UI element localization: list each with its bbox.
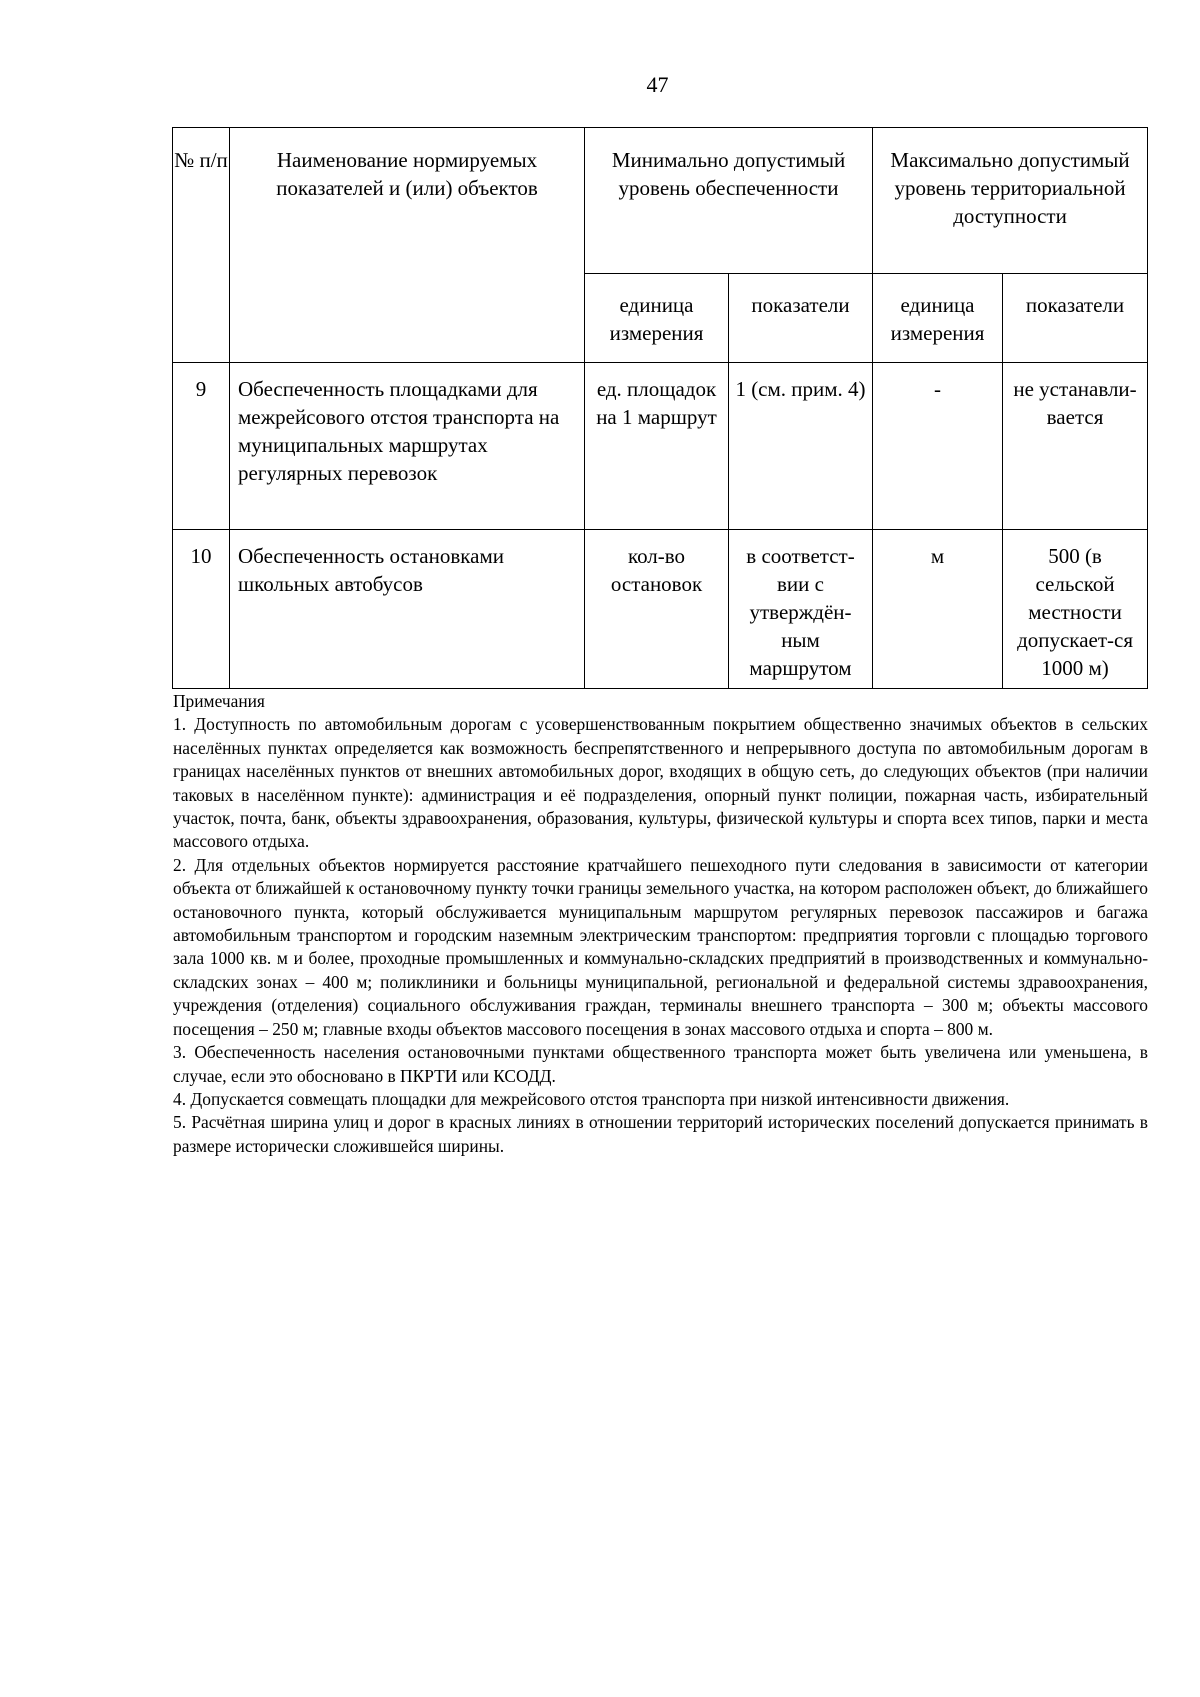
subheader-max-indicators: показатели — [1003, 274, 1148, 363]
note-item: 1. Доступность по автомобильным дорогам с усовершенствованным покрытием общественно значимых объектов в сельских населённых пунктах определяется как возможность беспрепятственного и непрерывного доступа по автомобильным дорогам в границах населённых пунктов от внешних автомобильных дорог, входящих в общую сеть, до следующих объектов (при наличии таковых в населённом пункте): администрация и её подразделения, опорный пункт полиции, пожарная часть, избирательный участок, почта, банк, объекты здравоохранения, образования, культуры, физической культуры и спорта всех типов, парки и места массового отдыха. — [173, 714, 1148, 852]
header-min-level: Минимально допустимый уровень обеспеченности — [585, 128, 873, 274]
notes-section — [173, 690, 1148, 1158]
subheader-max-unit: единица измерения — [873, 274, 1003, 363]
row-min-unit: ед. площадок на 1 маршрут — [585, 363, 729, 530]
subheader-min-indicators: показатели — [729, 274, 873, 363]
row-max-unit: м — [873, 530, 1003, 689]
header-num: № п/п — [173, 128, 230, 363]
row-min-unit: кол-во остановок — [585, 530, 729, 689]
row-min-value: в соответст-вии с утверждён-ным маршрутом — [729, 530, 873, 689]
row-min-value: 1 (см. прим. 4) — [729, 363, 873, 530]
subheader-min-unit: единица измерения — [585, 274, 729, 363]
table-row — [173, 363, 1148, 530]
row-num: 9 — [173, 363, 230, 530]
table-header-row — [173, 128, 1148, 274]
table-row — [173, 530, 1148, 689]
note-item: 5. Расчётная ширина улиц и дорог в красных линиях в отношении территорий исторических поселений допускается принимать в размере исторически сложившейся ширины. — [173, 1112, 1148, 1156]
header-name: Наименование нормируемых показателей и (или) объектов — [230, 128, 585, 363]
row-name: Обеспеченность остановками школьных автобусов — [230, 530, 585, 689]
row-max-value: не устанавли-вается — [1003, 363, 1148, 530]
header-max-level: Максимально допустимый уровень территориальной доступности — [873, 128, 1148, 274]
row-max-value: 500 (в сельской местности допускает-ся 1000 м) — [1003, 530, 1148, 689]
note-item: 2. Для отдельных объектов нормируется расстояние кратчайшего пешеходного пути следования в зависимости от категории объекта от ближайшей к остановочному пункту точки границы земельного участка, на котором расположен объект, до ближайшего остановочного пункта, который обслуживается муниципальным маршрутом регулярных перевозок пассажиров и багажа автомобильным транспортом и городским наземным электрическим транспортом: предприятия торговли с площадью торгового зала 1000 кв. м и более, проходные промышленных и коммунально-складских предприятий в производственных и коммунально-складских зонах – 400 м; поликлиники и больницы муниципальной, региональной и федеральной системы здравоохранения, учреждения (отделения) социального обслуживания граждан, терминалы внешнего транспорта – 300 м; объекты массового посещения – 250 м; главные входы объектов массового посещения в зонах массового отдыха и спорта – 800 м. — [173, 854, 1148, 1039]
row-name: Обеспеченность площадками для межрейсового отстоя транспорта на муниципальных маршрутах регулярных перевозок — [230, 363, 585, 530]
row-num: 10 — [173, 530, 230, 689]
note-item: 3. Обеспеченность населения остановочными пунктами общественного транспорта может быть увеличена или уменьшена, в случае, если это обосновано в ПКРТИ или КСОДД. — [173, 1042, 1148, 1086]
notes-title: Примечания — [173, 691, 265, 711]
row-max-unit: - — [873, 363, 1003, 530]
note-item: 4. Допускается совмещать площадки для межрейсового отстоя транспорта при низкой интенсивности движения. — [173, 1088, 1010, 1109]
norms-table — [172, 127, 1148, 689]
page-number: 47 — [646, 72, 669, 97]
